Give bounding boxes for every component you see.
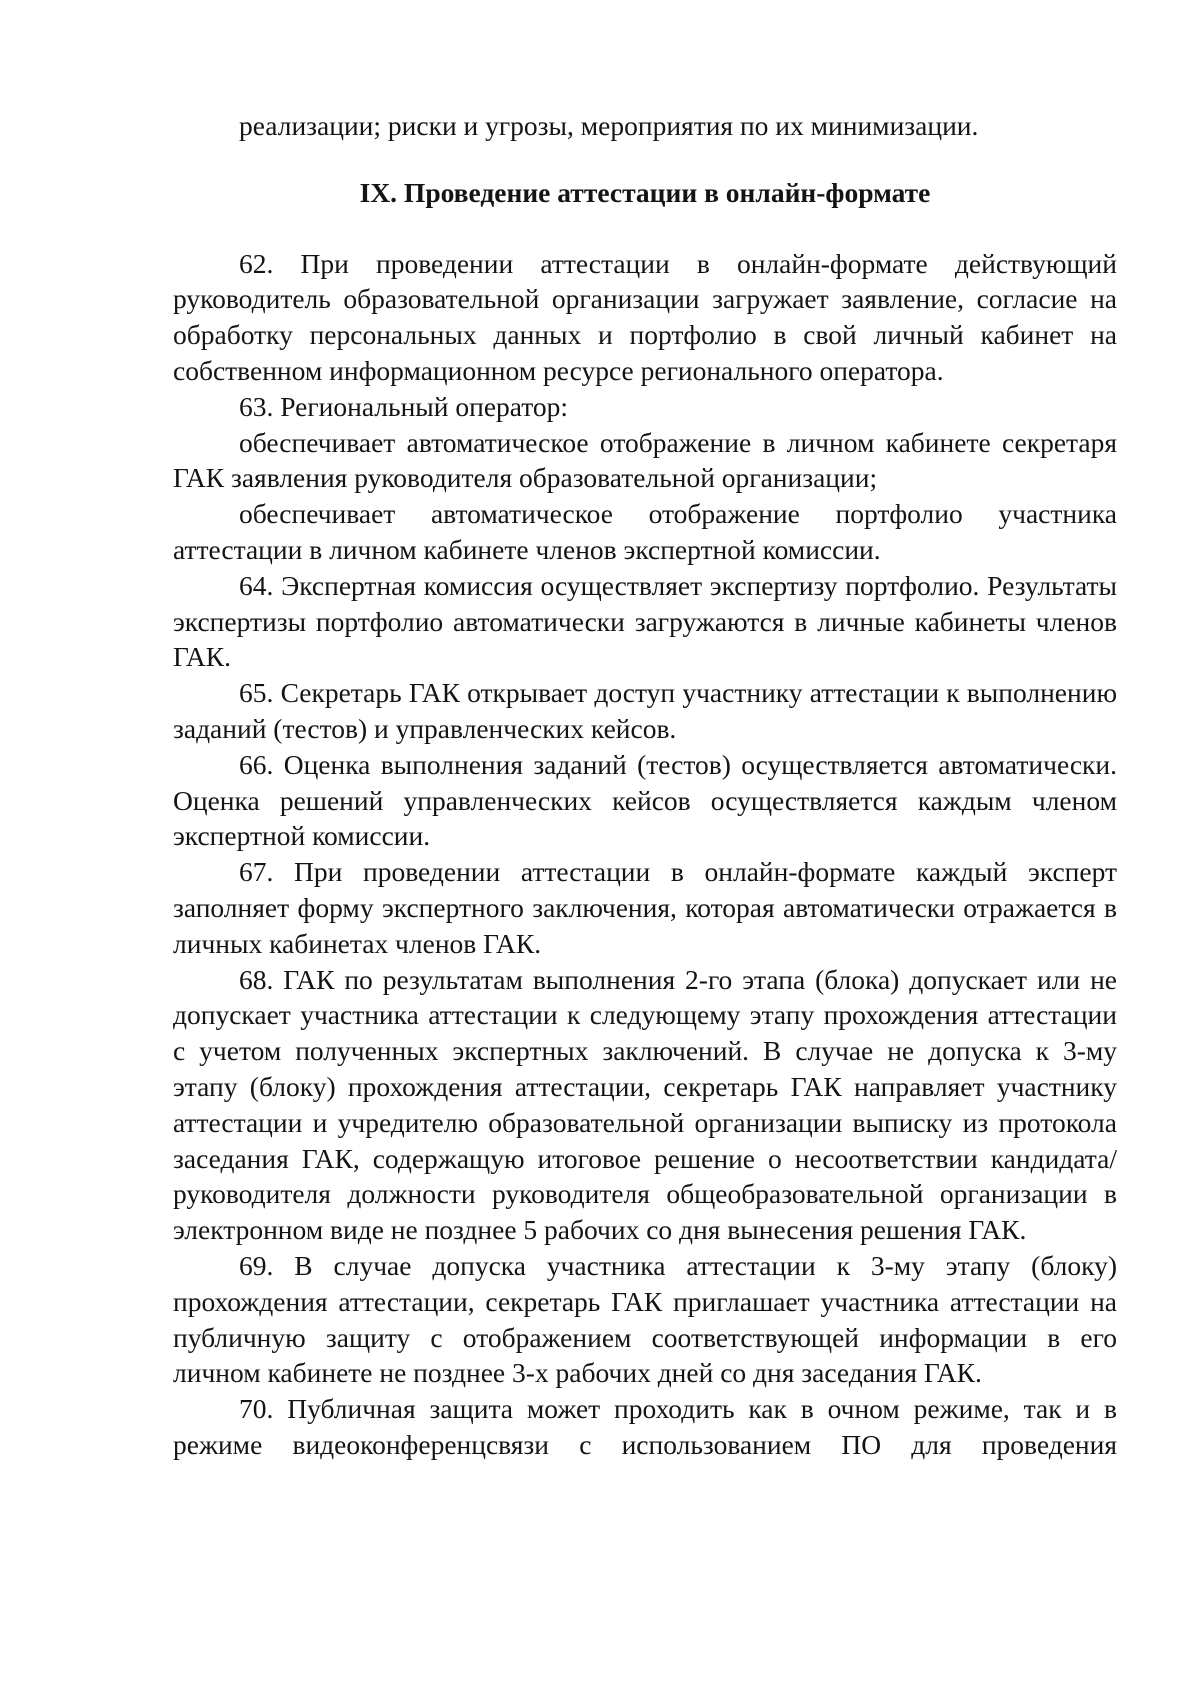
document-body [173,108,1117,1463]
paragraph-68: 68. ГАК по результатам выполнения 2-го этапа (блока) допускает или не допускает участника аттестации к следующему этапу прохождения аттестации с учетом полученных экспертных заключений. В случае не допуска к 3-му этапу (блоку) прохождения аттестации, секретарь ГАК направляет участнику аттестации и учредителю образовательной организации выписку из протокола заседания ГАК, содержащую итоговое решение о несоответствии кандидата/руководителя должности руководителя общеобразовательной организации в электронном виде не позднее 5 рабочих со дня вынесения решения ГАК. [173,963,1117,1246]
paragraph-63-item-2: обеспечивает автоматическое отображение портфолио участника аттестации в личном кабинете членов экспертной комиссии. [173,498,1117,565]
section-heading: IX. Проведение аттестации в онлайн-формате [359,176,931,208]
paragraph-70: 70. Публичная защита может проходить как в очном режиме, так и в режиме видеоконференцсвязи с использованием ПО для проведения [173,1393,1117,1460]
paragraph-64: 64. Экспертная комиссия осуществляет экспертизу портфолио. Результаты экспертизы портфолио автоматически загружаются в личные кабинеты членов ГАК. [173,569,1117,673]
carryover-text: реализации; риски и угрозы, мероприятия по их минимизации. [239,110,979,141]
paragraph-63: 63. Региональный оператор: [239,390,569,422]
paragraph-62: 62. При проведении аттестации в онлайн-формате действующий руководитель образовательной организации загружает заявление, согласие на обработку персональных данных и портфолио в свой личный кабинет на собственном информационном ресурсе регионального оператора. [173,247,1117,386]
paragraph-63-item-1: обеспечивает автоматическое отображение в личном кабинете секретаря ГАК заявления руководителя образовательной организации; [173,426,1117,494]
paragraph-66: 66. Оценка выполнения заданий (тестов) осуществляется автоматически. Оценка решений управленческих кейсов осуществляется каждым членом экспертной комиссии. [173,748,1117,852]
paragraph-69: 69. В случае допуска участника аттестации к 3-му этапу (блоку) прохождения аттестации, секретарь ГАК приглашает участника аттестации на публичную защиту с отображением соответствующей информации в его личном кабинете не позднее 3-х рабочих дней со дня заседания ГАК. [173,1249,1117,1389]
paragraph-65: 65. Секретарь ГАК открывает доступ участнику аттестации к выполнению заданий (тестов) и управленческих кейсов. [173,677,1117,744]
paragraph-67: 67. При проведении аттестации в онлайн-формате каждый эксперт заполняет форму экспертного заключения, которая автоматически отражается в личных кабинетах членов ГАК. [173,856,1117,959]
